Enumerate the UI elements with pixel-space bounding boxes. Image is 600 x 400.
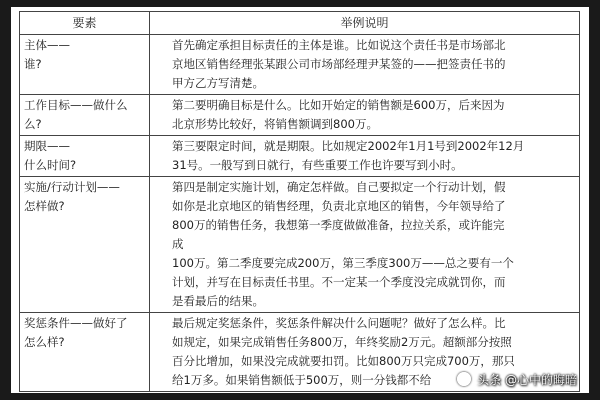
element-text: 主体—— <box>24 38 70 52</box>
example-text: 是看最后的结果。 <box>172 294 264 308</box>
example-text: 最后规定奖惩条件，奖惩条件解决什么问题呢？做好了怎么样。比 <box>172 316 506 330</box>
example-text: 给1万多。如果销售额低于500万，则一分钱都不给 <box>172 373 432 387</box>
example-text: 第四是制定实施计划，确定怎样做。自己要拟定一个行动计划，假 <box>172 180 506 194</box>
example-text: 计划，并写在目标责任书里。不一定某一个季度没完成就罚你，而 <box>172 275 506 289</box>
row-element-cell <box>20 95 150 136</box>
row-example-cell <box>150 95 580 136</box>
element-text: 奖惩条件——做好了 <box>24 316 128 330</box>
row-example-cell <box>150 177 580 313</box>
example-text: 百分比增加，如果没完成就要扣罚。比如800万只完成700万，那只 <box>172 354 515 368</box>
example-text: 第二要明确目标是什么。比如开始定的销售额是600万，后来因为 <box>172 98 505 112</box>
example-text: 首先确定承担目标责任的主体是谁。比如说这个责任书是市场部北 <box>172 38 506 52</box>
header-example: 举例说明 <box>150 12 580 35</box>
row-element-cell <box>20 177 150 313</box>
element-text: 期限—— <box>24 139 70 153</box>
watermark <box>457 371 577 388</box>
element-text: 怎么样? <box>24 335 65 349</box>
example-text: 第三要限定时间，就是期限。比如规定2002年1月1号到2002年12月 <box>172 139 525 153</box>
element-text: 实施/行动计划—— <box>24 180 120 194</box>
element-text: 什么时间? <box>24 158 77 172</box>
table-row <box>20 35 580 95</box>
table-header-row <box>20 12 580 35</box>
element-text: 工作目标——做什么 <box>24 98 128 112</box>
example-text: 成 <box>172 237 184 251</box>
example-text: 京地区销售经理张某跟公司市场部经理尹某签的——把签责任书的 <box>172 57 506 71</box>
watermark-text: 头条 @心中的晦暗 <box>477 373 577 387</box>
example-text: 甲方乙方写清楚。 <box>172 76 264 90</box>
header-element: 要素 <box>20 12 150 35</box>
element-text: 谁? <box>24 57 42 71</box>
element-text: 怎样做? <box>24 199 65 213</box>
circle-logo-icon <box>457 372 471 386</box>
row-element-cell <box>20 136 150 177</box>
example-text: 北京形势比较好，将销售额调到800万。 <box>172 117 378 131</box>
row-example-cell <box>150 35 580 95</box>
example-text: 31号。一般写到日就行，有些重要工作也许要写到小时。 <box>172 158 463 172</box>
goal-elements-table <box>19 11 580 392</box>
row-element-cell <box>20 313 150 392</box>
example-text: 800万的销售任务，我想第一季度做做准备，拉拉关系，或许能完 <box>172 218 505 232</box>
table-row <box>20 95 580 136</box>
row-example-cell <box>150 136 580 177</box>
example-text: 100万。第二季度要完成200万，第三季度300万——总之要有一个 <box>172 256 514 270</box>
example-text: 如你是北京地区的销售经理，负责北京地区的销售，今年领导给了 <box>172 199 506 213</box>
table-row <box>20 177 580 313</box>
example-text: 如规定，如果完成销售任务800万，年终奖励2万元。超额部分按照 <box>172 335 512 349</box>
element-text: 么? <box>24 117 42 131</box>
row-element-cell <box>20 35 150 95</box>
document-page <box>11 7 589 393</box>
table-row <box>20 136 580 177</box>
